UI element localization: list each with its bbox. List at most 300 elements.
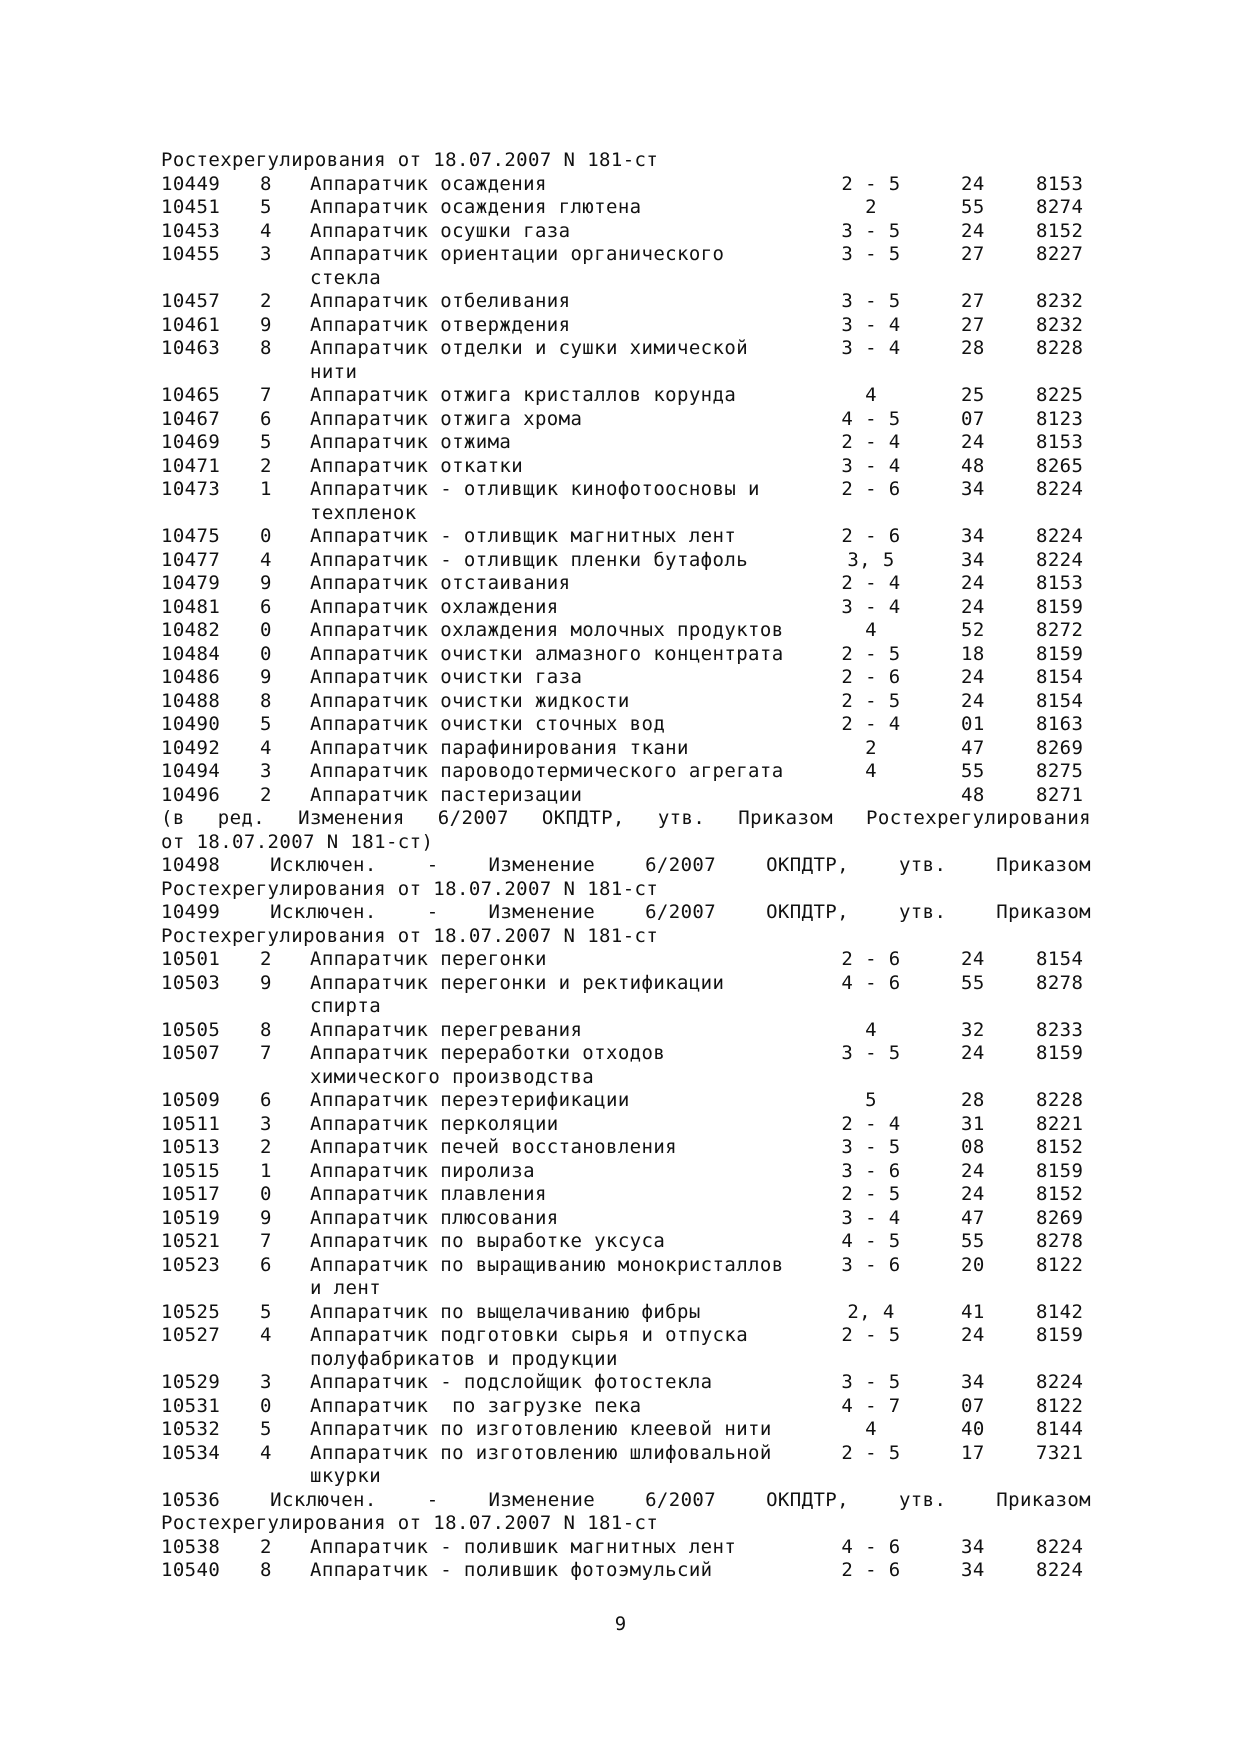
check-number: 2 xyxy=(260,454,272,477)
check-number: 9 xyxy=(260,572,272,594)
etks-issue: 07 xyxy=(961,1394,985,1417)
okz-code: 8232 xyxy=(1036,313,1084,336)
skill-grade: 4 - 5 xyxy=(841,407,901,430)
check-number: 5 xyxy=(260,713,272,735)
skill-grade: 2 - 6 xyxy=(841,478,901,500)
skill-grade: 2 - 5 xyxy=(841,642,901,665)
skill-grade: 2 - 6 xyxy=(841,948,901,970)
table-row xyxy=(161,666,1091,690)
skill-grade: 2 - 5 xyxy=(841,1183,901,1205)
check-number: 2 xyxy=(260,1535,272,1558)
occupation-code: 10486 xyxy=(161,666,221,688)
skill-grade: 3 - 4 xyxy=(841,454,901,477)
check-number: 0 xyxy=(260,525,272,547)
okz-code: 8272 xyxy=(1036,619,1084,641)
table-row xyxy=(161,243,1091,267)
etks-issue: 27 xyxy=(961,243,985,265)
check-number: 0 xyxy=(260,619,272,641)
occupation-code: 10451 xyxy=(161,196,221,218)
occupation-name: Аппаратчик - полившик магнитных лент xyxy=(310,1535,737,1558)
skill-grade: 3 - 4 xyxy=(841,1206,901,1229)
table-row xyxy=(161,1442,1091,1466)
occupation-name: Аппаратчик переработки отходов xyxy=(310,1042,666,1064)
occupation-code: 10531 xyxy=(161,1394,221,1417)
check-number: 6 xyxy=(260,1253,272,1276)
etks-issue: 55 xyxy=(961,971,985,994)
occupation-code: 10534 xyxy=(161,1441,221,1464)
check-number: 7 xyxy=(260,1042,272,1064)
skill-grade: 2 - 4 xyxy=(841,1112,901,1135)
page-number: 9 xyxy=(614,1613,627,1635)
etks-issue: 34 xyxy=(961,1535,985,1558)
occupation-name: Аппаратчик очистки алмазного концентрата xyxy=(310,642,784,665)
skill-grade: 3 - 5 xyxy=(841,1042,901,1064)
occupation-code: 10511 xyxy=(161,1112,221,1135)
check-number: 5 xyxy=(260,431,272,453)
check-number: 8 xyxy=(260,1559,272,1581)
etks-issue: 24 xyxy=(961,172,985,195)
table-row xyxy=(161,408,1091,432)
okz-code: 8123 xyxy=(1036,407,1084,430)
check-number: 8 xyxy=(260,337,272,359)
check-number: 8 xyxy=(260,689,272,712)
occupation-name: техпленок xyxy=(310,501,417,524)
occupation-code: 10505 xyxy=(161,1018,221,1041)
occupation-code: 10463 xyxy=(161,337,221,359)
occupation-name: Аппаратчик печей восстановления xyxy=(310,1136,678,1158)
occupation-code: 10507 xyxy=(161,1042,221,1064)
occupation-code: 10532 xyxy=(161,1418,221,1440)
occupation-code: 10465 xyxy=(161,384,221,406)
occupation-name: Аппаратчик плавления xyxy=(310,1183,547,1205)
okz-code: 8224 xyxy=(1036,548,1084,571)
entries-group xyxy=(161,173,1091,808)
okz-code: 8233 xyxy=(1036,1018,1084,1041)
occupation-name: Аппаратчик пиролиза xyxy=(310,1159,535,1182)
skill-grade: 4 xyxy=(865,619,877,641)
okz-code: 8152 xyxy=(1036,1136,1084,1158)
table-row xyxy=(161,1559,1091,1583)
table-row xyxy=(161,690,1091,714)
occupation-name: Аппаратчик перегонки xyxy=(310,948,547,970)
table-row xyxy=(161,455,1091,479)
skill-grade: 3 - 5 xyxy=(841,290,901,312)
excluded-entry: 10498 Исключен. - Изменение 6/2007 ОКПДТР, утв. Приказом xyxy=(161,854,1091,876)
table-row xyxy=(161,1183,1091,1207)
occupation-name: Аппаратчик по выработке уксуса xyxy=(310,1230,666,1252)
skill-grade: 3, 5 xyxy=(847,548,895,571)
etks-issue: 24 xyxy=(961,595,985,618)
occupation-name: Аппаратчик по загрузке пека xyxy=(310,1394,642,1417)
table-row xyxy=(161,290,1091,314)
occupation-code: 10473 xyxy=(161,478,221,500)
entries-group xyxy=(161,948,1091,1489)
table-row xyxy=(161,431,1091,455)
table-row xyxy=(161,643,1091,667)
table-row xyxy=(161,384,1091,408)
occupation-name: Аппаратчик очистки жидкости xyxy=(310,689,630,712)
occupation-name: Аппаратчик отжима xyxy=(310,431,512,453)
occupation-code: 10513 xyxy=(161,1136,221,1158)
occupation-name: Аппаратчик отстаивания xyxy=(310,572,571,594)
check-number: 4 xyxy=(260,1324,272,1346)
etks-issue: 27 xyxy=(961,290,985,312)
table-row-continuation xyxy=(161,1348,1091,1372)
occupation-name: Аппаратчик очистки газа xyxy=(310,666,583,688)
occupation-name: Аппаратчик - отливщик пленки бутафоль xyxy=(310,548,749,571)
etks-issue: 31 xyxy=(961,1112,985,1135)
table-row xyxy=(161,1230,1091,1254)
occupation-name: нити xyxy=(310,360,358,383)
check-number: 0 xyxy=(260,1394,272,1417)
occupation-code: 10479 xyxy=(161,572,221,594)
table-row xyxy=(161,737,1091,761)
okz-code: 8154 xyxy=(1036,666,1084,688)
occupation-code: 10519 xyxy=(161,1206,221,1229)
check-number: 2 xyxy=(260,948,272,970)
occupation-code: 10488 xyxy=(161,689,221,712)
check-number: 0 xyxy=(260,1183,272,1205)
etks-issue: 34 xyxy=(961,478,985,500)
occupation-code: 10461 xyxy=(161,313,221,336)
okz-code: 8232 xyxy=(1036,290,1084,312)
okz-code: 8159 xyxy=(1036,642,1084,665)
occupation-name: Аппаратчик - подслойщик фотостекла xyxy=(310,1371,713,1393)
skill-grade: 2, 4 xyxy=(847,1300,895,1323)
skill-grade: 4 - 5 xyxy=(841,1230,901,1252)
etks-issue: 27 xyxy=(961,313,985,336)
etks-issue: 55 xyxy=(961,760,985,782)
check-number: 7 xyxy=(260,1230,272,1252)
etks-issue: 25 xyxy=(961,384,985,406)
etks-issue: 24 xyxy=(961,219,985,242)
check-number: 9 xyxy=(260,1206,272,1229)
amendment-line: Ростехрегулирования от 18.07.2007 N 181-ст xyxy=(161,149,659,171)
check-number: 8 xyxy=(260,1018,272,1041)
check-number: 5 xyxy=(260,1418,272,1440)
skill-grade: 4 xyxy=(865,760,877,782)
okz-code: 8278 xyxy=(1036,1230,1084,1252)
okz-code: 8159 xyxy=(1036,1042,1084,1064)
okz-code: 8224 xyxy=(1036,478,1084,500)
table-row xyxy=(161,1371,1091,1395)
occupation-code: 10523 xyxy=(161,1253,221,1276)
occupation-name: Аппаратчик переэтерификации xyxy=(310,1089,630,1111)
occupation-name: Аппаратчик пастеризации xyxy=(310,783,583,806)
skill-grade: 2 - 5 xyxy=(841,689,901,712)
skill-grade: 3 - 6 xyxy=(841,1159,901,1182)
table-row xyxy=(161,1324,1091,1348)
table-row xyxy=(161,1418,1091,1442)
okz-code: 8224 xyxy=(1036,1371,1084,1393)
table-row xyxy=(161,1113,1091,1137)
classifier-listing xyxy=(161,149,1091,1583)
okz-code: 8269 xyxy=(1036,736,1084,759)
skill-grade: 3 - 4 xyxy=(841,595,901,618)
okz-code: 8153 xyxy=(1036,172,1084,195)
occupation-name: Аппаратчик откатки xyxy=(310,454,524,477)
check-number: 4 xyxy=(260,548,272,571)
occupation-code: 10477 xyxy=(161,548,221,571)
occupation-name: Аппаратчик отжига кристаллов корунда xyxy=(310,384,737,406)
check-number: 3 xyxy=(260,1371,272,1393)
table-row-continuation xyxy=(161,1277,1091,1301)
etks-issue: 32 xyxy=(961,1018,985,1041)
occupation-code: 10509 xyxy=(161,1089,221,1111)
okz-code: 8159 xyxy=(1036,1324,1084,1346)
table-row xyxy=(161,1207,1091,1231)
okz-code: 8275 xyxy=(1036,760,1084,782)
skill-grade: 3 - 4 xyxy=(841,313,901,336)
table-row xyxy=(161,784,1091,808)
occupation-name: Аппаратчик - отливщик кинофотоосновы и xyxy=(310,478,760,500)
etks-issue: 28 xyxy=(961,1089,985,1111)
okz-code: 8228 xyxy=(1036,1089,1084,1111)
etks-issue: 40 xyxy=(961,1418,985,1440)
skill-grade: 3 - 4 xyxy=(841,337,901,359)
occupation-name: Аппаратчик по изготовлению клеевой нити xyxy=(310,1418,772,1440)
check-number: 5 xyxy=(260,196,272,218)
check-number: 2 xyxy=(260,1136,272,1158)
okz-code: 8163 xyxy=(1036,713,1084,735)
check-number: 4 xyxy=(260,736,272,759)
occupation-code: 10517 xyxy=(161,1183,221,1205)
table-row xyxy=(161,1042,1091,1066)
okz-code: 8153 xyxy=(1036,431,1084,453)
skill-grade: 2 - 4 xyxy=(841,713,901,735)
occupation-name: и лент xyxy=(310,1277,382,1299)
occupation-name: Аппаратчик охлаждения молочных продуктов xyxy=(310,619,784,641)
okz-code: 8144 xyxy=(1036,1418,1084,1440)
skill-grade: 2 - 5 xyxy=(841,1324,901,1346)
skill-grade: 4 - 6 xyxy=(841,971,901,994)
check-number: 5 xyxy=(260,1300,272,1323)
occupation-code: 10527 xyxy=(161,1324,221,1346)
skill-grade: 5 xyxy=(865,1089,877,1111)
occupation-code: 10538 xyxy=(161,1535,221,1558)
occupation-code: 10449 xyxy=(161,172,221,195)
skill-grade: 2 - 6 xyxy=(841,666,901,688)
skill-grade: 2 - 6 xyxy=(841,1559,901,1581)
okz-code: 8278 xyxy=(1036,971,1084,994)
okz-code: 8122 xyxy=(1036,1394,1084,1417)
occupation-name: шкурки xyxy=(310,1465,382,1487)
skill-grade: 3 - 6 xyxy=(841,1253,901,1276)
occupation-name: Аппаратчик отбеливания xyxy=(310,290,571,312)
entries-group xyxy=(161,1536,1091,1583)
okz-code: 8221 xyxy=(1036,1112,1084,1135)
okz-code: 8154 xyxy=(1036,948,1084,970)
excluded-entry: 10536 Исключен. - Изменение 6/2007 ОКПДТР, утв. Приказом xyxy=(161,1488,1091,1511)
occupation-name: Аппаратчик - отливщик магнитных лент xyxy=(310,525,737,547)
occupation-name: спирта xyxy=(310,995,382,1017)
check-number: 9 xyxy=(260,666,272,688)
occupation-name: Аппаратчик перколяции xyxy=(310,1112,559,1135)
table-row xyxy=(161,220,1091,244)
occupation-name: Аппаратчик плюсования xyxy=(310,1206,559,1229)
excluded-entry-source: Ростехрегулирования от 18.07.2007 N 181-ст xyxy=(161,1512,659,1534)
okz-code: 8265 xyxy=(1036,454,1084,477)
etks-issue: 24 xyxy=(961,1042,985,1064)
check-number: 3 xyxy=(260,243,272,265)
etks-issue: 01 xyxy=(961,713,985,735)
occupation-name: Аппаратчик отверждения xyxy=(310,313,571,336)
table-row xyxy=(161,549,1091,573)
etks-issue: 34 xyxy=(961,548,985,571)
etks-issue: 41 xyxy=(961,1300,985,1323)
okz-code: 8269 xyxy=(1036,1206,1084,1229)
etks-issue: 24 xyxy=(961,1159,985,1182)
okz-code: 8152 xyxy=(1036,219,1084,242)
okz-code: 8224 xyxy=(1036,525,1084,547)
table-row xyxy=(161,948,1091,972)
skill-grade: 2 - 5 xyxy=(841,1441,901,1464)
occupation-code: 10501 xyxy=(161,948,221,970)
occupation-code: 10515 xyxy=(161,1159,221,1182)
occupation-name: Аппаратчик осаждения глютена xyxy=(310,196,642,218)
occupation-name: Аппаратчик парафинирования ткани xyxy=(310,736,689,759)
okz-code: 8142 xyxy=(1036,1300,1084,1323)
occupation-code: 10521 xyxy=(161,1230,221,1252)
excluded-entry-source: Ростехрегулирования от 18.07.2007 N 181-ст xyxy=(161,924,659,947)
check-number: 1 xyxy=(260,478,272,500)
okz-code: 8152 xyxy=(1036,1183,1084,1205)
occupation-name: Аппаратчик по изготовлению шлифовальной xyxy=(310,1441,772,1464)
skill-grade: 3 - 5 xyxy=(841,243,901,265)
skill-grade: 4 xyxy=(865,384,877,406)
check-number: 6 xyxy=(260,407,272,430)
skill-grade: 4 xyxy=(865,1418,877,1440)
table-row xyxy=(161,196,1091,220)
skill-grade: 4 - 7 xyxy=(841,1394,901,1417)
check-number: 6 xyxy=(260,1089,272,1111)
skill-grade: 4 - 6 xyxy=(841,1535,901,1558)
okz-code: 8159 xyxy=(1036,595,1084,618)
occupation-name: химического производства xyxy=(310,1065,595,1088)
table-row xyxy=(161,619,1091,643)
occupation-code: 10484 xyxy=(161,642,221,665)
occupation-code: 10481 xyxy=(161,595,221,618)
skill-grade: 2 - 4 xyxy=(841,431,901,453)
skill-grade: 3 - 5 xyxy=(841,1136,901,1158)
etks-issue: 17 xyxy=(961,1441,985,1464)
table-row xyxy=(161,1136,1091,1160)
table-row-continuation xyxy=(161,502,1091,526)
occupation-code: 10540 xyxy=(161,1559,221,1581)
skill-grade: 2 - 5 xyxy=(841,172,901,195)
occupation-name: Аппаратчик перегревания xyxy=(310,1018,583,1041)
check-number: 9 xyxy=(260,313,272,336)
table-row-continuation xyxy=(161,1066,1091,1090)
table-row xyxy=(161,972,1091,996)
okz-code: 8224 xyxy=(1036,1535,1084,1558)
skill-grade: 4 xyxy=(865,1018,877,1041)
occupation-code: 10467 xyxy=(161,407,221,430)
occupation-name: Аппаратчик осушки газа xyxy=(310,219,571,242)
etks-issue: 34 xyxy=(961,1559,985,1581)
table-row xyxy=(161,525,1091,549)
etks-issue: 55 xyxy=(961,196,985,218)
check-number: 3 xyxy=(260,1112,272,1135)
occupation-code: 10525 xyxy=(161,1300,221,1323)
etks-issue: 24 xyxy=(961,431,985,453)
table-row xyxy=(161,1160,1091,1184)
etks-issue: 52 xyxy=(961,619,985,641)
occupation-code: 10475 xyxy=(161,525,221,547)
etks-issue: 47 xyxy=(961,736,985,759)
check-number: 1 xyxy=(260,1159,272,1182)
table-row-continuation xyxy=(161,267,1091,291)
occupation-code: 10494 xyxy=(161,760,221,782)
etks-issue: 55 xyxy=(961,1230,985,1252)
occupation-name: Аппаратчик - полившик фотоэмульсий xyxy=(310,1559,713,1581)
occupation-code: 10482 xyxy=(161,619,221,641)
etks-issue: 24 xyxy=(961,572,985,594)
check-number: 3 xyxy=(260,760,272,782)
etks-issue: 28 xyxy=(961,337,985,359)
check-number: 4 xyxy=(260,1441,272,1464)
etks-issue: 18 xyxy=(961,642,985,665)
amendment-note: от 18.07.2007 N 181-ст) xyxy=(161,830,434,853)
occupation-code: 10496 xyxy=(161,783,221,806)
etks-issue: 24 xyxy=(961,1183,985,1205)
check-number: 9 xyxy=(260,971,272,994)
table-row xyxy=(161,173,1091,197)
occupation-code: 10469 xyxy=(161,431,221,453)
etks-issue: 24 xyxy=(961,689,985,712)
etks-issue: 47 xyxy=(961,1206,985,1229)
occupation-code: 10453 xyxy=(161,219,221,242)
check-number: 2 xyxy=(260,783,272,806)
okz-code: 8227 xyxy=(1036,243,1084,265)
occupation-name: Аппаратчик ориентации органического xyxy=(310,243,725,265)
occupation-name: Аппаратчик отжига хрома xyxy=(310,407,583,430)
skill-grade: 2 xyxy=(865,196,877,218)
etks-issue: 48 xyxy=(961,454,985,477)
check-number: 0 xyxy=(260,642,272,665)
table-row xyxy=(161,713,1091,737)
okz-code: 8153 xyxy=(1036,572,1084,594)
occupation-name: Аппаратчик по выщелачиванию фибры xyxy=(310,1300,701,1323)
occupation-name: Аппаратчик охлаждения xyxy=(310,595,559,618)
okz-code: 7321 xyxy=(1036,1441,1084,1464)
occupation-name: Аппаратчик очистки сточных вод xyxy=(310,713,666,735)
skill-grade: 3 - 5 xyxy=(841,1371,901,1393)
occupation-code: 10503 xyxy=(161,971,221,994)
occupation-name: Аппаратчик пароводотермического агрегата xyxy=(310,760,784,782)
etks-issue: 48 xyxy=(961,783,985,806)
skill-grade: 2 xyxy=(865,736,877,759)
occupation-name: Аппаратчик по выращиванию монокристаллов xyxy=(310,1253,784,1276)
table-row-continuation xyxy=(161,995,1091,1019)
etks-issue: 08 xyxy=(961,1136,985,1158)
occupation-name: стекла xyxy=(310,266,382,289)
check-number: 2 xyxy=(260,290,272,312)
okz-code: 8224 xyxy=(1036,1559,1084,1581)
table-row-continuation xyxy=(161,1465,1091,1489)
etks-issue: 24 xyxy=(961,1324,985,1346)
table-row xyxy=(161,1089,1091,1113)
table-row xyxy=(161,572,1091,596)
table-row xyxy=(161,1019,1091,1043)
okz-code: 8228 xyxy=(1036,337,1084,359)
table-row xyxy=(161,1536,1091,1560)
occupation-code: 10490 xyxy=(161,713,221,735)
occupation-code: 10529 xyxy=(161,1371,221,1393)
table-row xyxy=(161,1254,1091,1278)
occupation-code: 10471 xyxy=(161,454,221,477)
okz-code: 8122 xyxy=(1036,1253,1084,1276)
